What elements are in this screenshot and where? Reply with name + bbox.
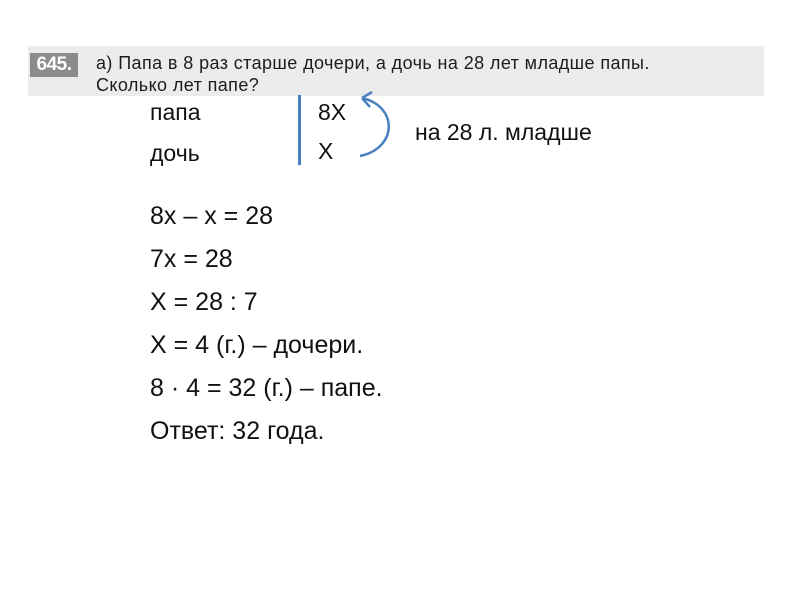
solution-line-5: 8 · 4 = 32 (г.) – папе. bbox=[150, 374, 383, 402]
label-doch: дочь bbox=[150, 140, 200, 166]
solution-line-2: 7х = 28 bbox=[150, 245, 233, 273]
problem-number-badge: 645. bbox=[30, 53, 78, 77]
table-divider bbox=[298, 95, 301, 165]
solution-line-3: Х = 28 : 7 bbox=[150, 288, 258, 316]
relation-text: на 28 л. младше bbox=[415, 119, 592, 145]
solution-line-4: Х = 4 (г.) – дочери. bbox=[150, 331, 364, 359]
problem-text-line-1: а) Папа в 8 раз старше дочери, а дочь на 28 лет младше папы. bbox=[96, 53, 650, 73]
label-papa: папа bbox=[150, 99, 201, 125]
value-papa: 8Х bbox=[318, 99, 347, 125]
solution-block bbox=[150, 198, 383, 456]
solution-line-1: 8х – х = 28 bbox=[150, 202, 273, 230]
comparison-arrow-icon bbox=[340, 88, 400, 168]
answer-line: Ответ: 32 года. bbox=[150, 417, 325, 445]
problem-text-line-2: Сколько лет папе? bbox=[96, 75, 260, 95]
value-doch: Х bbox=[318, 138, 334, 164]
